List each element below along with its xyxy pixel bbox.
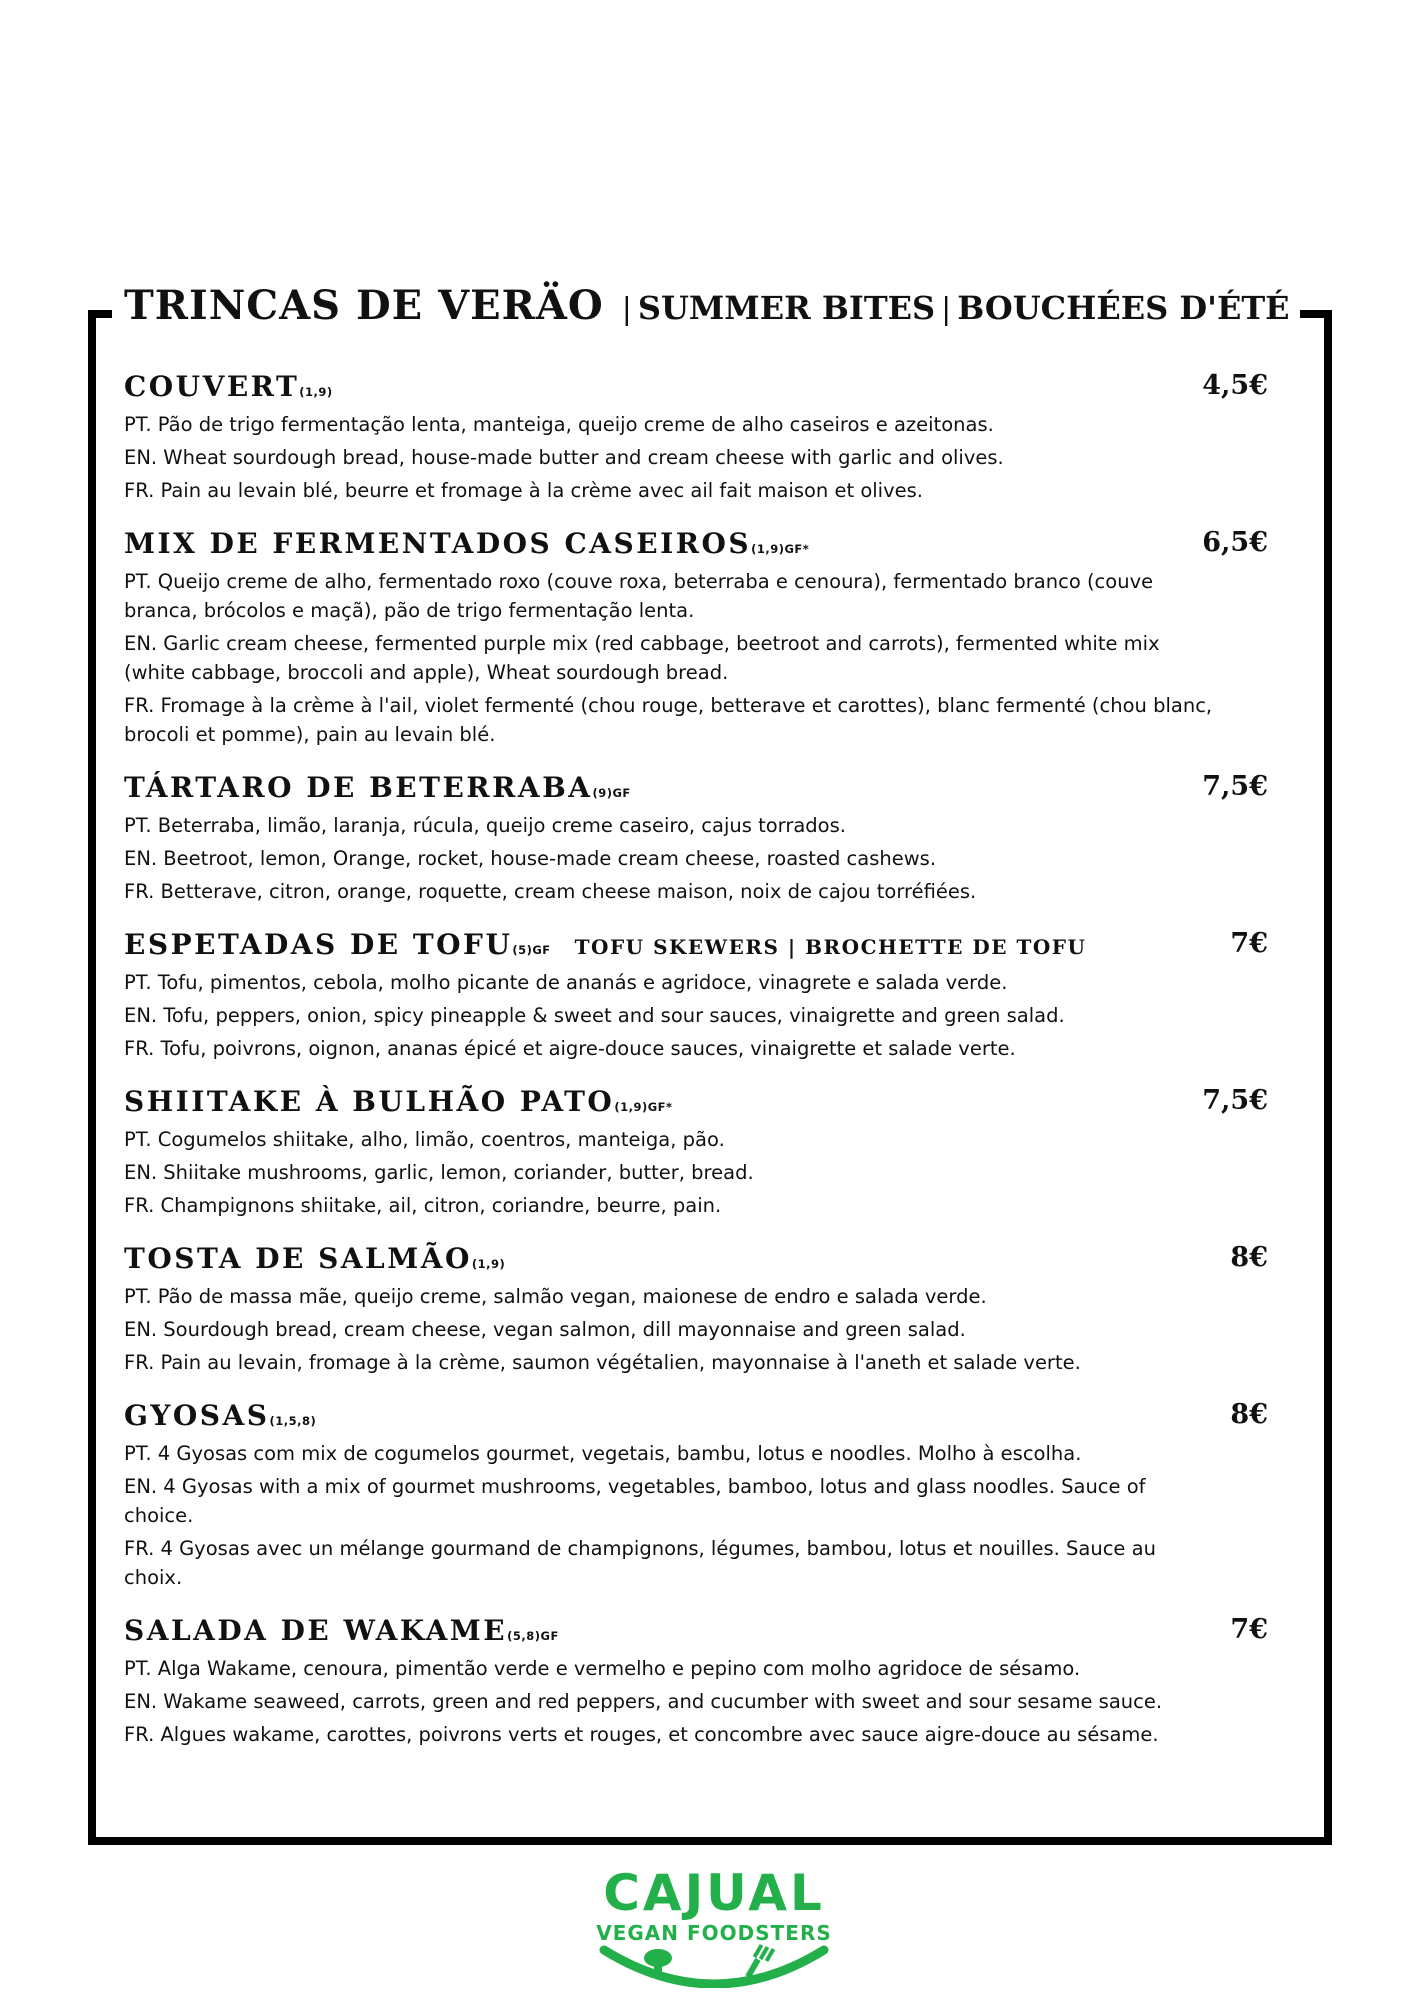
- menu-item: [124, 1085, 1314, 1220]
- menu-item-price: 7€: [1230, 1614, 1268, 1645]
- menu-item-header: [124, 1399, 1314, 1439]
- frame-corner-right: [1300, 310, 1324, 318]
- title-separator: |: [621, 292, 632, 327]
- menu-item-title: ESPETADAS DE TOFU: [124, 928, 513, 961]
- description-line: EN. Garlic cream cheese, fermented purple mix (red cabbage, beetroot and carrots), fermented white mix (white cabbage, broccoli and apple), Wheat sourdough bread.: [124, 632, 1160, 684]
- menu-item-descriptions: [124, 1125, 1314, 1220]
- allergen-tag: (9)GF: [592, 786, 631, 800]
- description-line: FR. Champignons shiitake, ail, citron, coriandre, beurre, pain.: [124, 1194, 722, 1217]
- menu-item: [124, 1614, 1314, 1749]
- menu-item-title: TOSTA DE SALMÃO: [124, 1242, 472, 1275]
- description-line: FR. 4 Gyosas avec un mélange gourmand de champignons, légumes, bambou, lotus et nouilles. Sauce au choix.: [124, 1537, 1156, 1589]
- menu-item-header: [124, 771, 1314, 811]
- title-main: TRINCAS DE VERÄO: [124, 282, 604, 329]
- menu-item-descriptions: [124, 1439, 1314, 1592]
- description-line: EN. 4 Gyosas with a mix of gourmet mushrooms, vegetables, bamboo, lotus and glass noodles. Sauce of choice.: [124, 1475, 1146, 1527]
- menu-item-title: SALADA DE WAKAME: [124, 1614, 508, 1647]
- description-line: EN. Shiitake mushrooms, garlic, lemon, coriander, butter, bread.: [124, 1161, 754, 1184]
- description-line: FR. Tofu, poivrons, oignon, ananas épicé et aigre-douce sauces, vinaigrette et salade verte.: [124, 1037, 1016, 1060]
- menu-item-descriptions: [124, 968, 1314, 1063]
- menu-item-header: [124, 928, 1314, 968]
- allergen-tag: (1,5,8): [269, 1414, 317, 1428]
- description-line: FR. Betterave, citron, orange, roquette, cream cheese maison, noix de cajou torréfiées.: [124, 880, 977, 903]
- menu-item-price: 8€: [1230, 1399, 1268, 1430]
- menu-item-name: [124, 928, 1086, 961]
- description-line: FR. Pain au levain blé, beurre et fromage à la crème avec ail fait maison et olives.: [124, 479, 923, 502]
- menu-item: [124, 771, 1314, 906]
- description-line: FR. Pain au levain, fromage à la crème, saumon végétalien, mayonnaise à l'aneth et salade verte.: [124, 1351, 1081, 1374]
- menu-item-price: 7€: [1230, 928, 1268, 959]
- menu-item-header: [124, 370, 1314, 410]
- menu-items: [124, 370, 1314, 1771]
- menu-item: [124, 1399, 1314, 1592]
- allergen-tag: (1,9)GF*: [751, 542, 810, 556]
- description-line: EN. Beetroot, lemon, Orange, rocket, house-made cream cheese, roasted cashews.: [124, 847, 937, 870]
- title-french: BOUCHÉES D'ÉTÉ: [957, 289, 1290, 327]
- menu-item-header: [124, 527, 1314, 567]
- title-separator: |: [941, 292, 952, 327]
- menu-title: [124, 282, 1290, 342]
- menu-item: [124, 527, 1314, 749]
- description-line: PT. Tofu, pimentos, cebola, molho picante de ananás e agridoce, vinagrete e salada verde.: [124, 971, 1008, 994]
- logo-word: CAJUAL: [603, 1864, 825, 1922]
- menu-item-title: MIX DE FERMENTADOS CASEIROS: [124, 527, 752, 560]
- allergen-tag: (5,8)GF: [507, 1629, 559, 1643]
- menu-item-header: [124, 1085, 1314, 1125]
- menu-item: [124, 370, 1314, 505]
- menu-item-title: COUVERT: [124, 370, 300, 403]
- logo-tagline: VEGAN FOODSTERS: [596, 1921, 832, 1945]
- menu-item-name: [124, 1242, 505, 1275]
- menu-item-name: [124, 1614, 559, 1647]
- description-line: PT. Cogumelos shiitake, alho, limão, coentros, manteiga, pão.: [124, 1128, 725, 1151]
- allergen-tag: (1,9)GF*: [614, 1100, 673, 1114]
- menu-item-price: 6,5€: [1202, 527, 1268, 558]
- menu-item-header: [124, 1614, 1314, 1654]
- menu-item-price: 8€: [1230, 1242, 1268, 1273]
- menu-item-name: [124, 771, 631, 804]
- menu-item-price: 4,5€: [1202, 370, 1268, 401]
- menu-item-name: [124, 1085, 673, 1118]
- allergen-tag: (1,9): [471, 1257, 506, 1271]
- logo-smile-arc: [604, 1950, 824, 1984]
- description-line: PT. Pão de trigo fermentação lenta, manteiga, queijo creme de alho caseiros e azeitonas.: [124, 413, 994, 436]
- menu-item-name: [124, 1399, 316, 1432]
- menu-item-descriptions: [124, 567, 1314, 749]
- menu-item-name: [124, 370, 333, 403]
- menu-item-descriptions: [124, 1282, 1314, 1377]
- description-line: EN. Sourdough bread, cream cheese, vegan salmon, dill mayonnaise and green salad.: [124, 1318, 966, 1341]
- menu-item-name: [124, 527, 809, 560]
- menu-item: [124, 928, 1314, 1063]
- menu-item-price: 7,5€: [1202, 1085, 1268, 1116]
- description-line: FR. Fromage à la crème à l'ail, violet fermenté (chou rouge, betterave et carottes), blanc fermenté (chou blanc, brocoli et pomme), pain au levain blé.: [124, 694, 1213, 746]
- description-line: PT. 4 Gyosas com mix de cogumelos gourmet, vegetais, bambu, lotus e noodles. Molho à escolha.: [124, 1442, 1082, 1465]
- menu-item-title: GYOSAS: [124, 1399, 270, 1432]
- allergen-tag: (5)GF: [512, 943, 551, 957]
- description-line: EN. Tofu, peppers, onion, spicy pineapple & sweet and sour sauces, vinaigrette and green salad.: [124, 1004, 1065, 1027]
- description-line: EN. Wheat sourdough bread, house-made butter and cream cheese with garlic and olives.: [124, 446, 1004, 469]
- menu-item-descriptions: [124, 1654, 1314, 1749]
- menu-item-descriptions: [124, 410, 1314, 505]
- menu-item-subtitle: TOFU SKEWERS | BROCHETTE DE TOFU: [574, 935, 1087, 959]
- cajual-logo: [588, 1858, 840, 1988]
- menu-item-title: SHIITAKE À BULHÃO PATO: [124, 1085, 615, 1118]
- menu-item-price: 7,5€: [1202, 771, 1268, 802]
- description-line: PT. Queijo creme de alho, fermentado roxo (couve roxa, beterraba e cenoura), fermentado branco (couve branca, brócolos e maçã), pão de trigo fermentação lenta.: [124, 570, 1154, 622]
- menu-item-descriptions: [124, 811, 1314, 906]
- description-line: PT. Alga Wakame, cenoura, pimentão verde e vermelho e pepino com molho agridoce de sésamo.: [124, 1657, 1081, 1680]
- menu-item-header: [124, 1242, 1314, 1282]
- description-line: PT. Beterraba, limão, laranja, rúcula, queijo creme caseiro, cajus torrados.: [124, 814, 846, 837]
- description-line: PT. Pão de massa mãe, queijo creme, salmão vegan, maionese de endro e salada verde.: [124, 1285, 987, 1308]
- description-line: EN. Wakame seaweed, carrots, green and red peppers, and cucumber with sweet and sour sesame sauce.: [124, 1690, 1163, 1713]
- title-english: SUMMER BITES: [637, 289, 936, 327]
- allergen-tag: (1,9): [299, 385, 333, 399]
- frame-corner-left: [88, 310, 112, 318]
- description-line: FR. Algues wakame, carottes, poivrons verts et rouges, et concombre avec sauce aigre-douce au sésame.: [124, 1723, 1159, 1746]
- menu-item-title: TÁRTARO DE BETERRABA: [124, 771, 593, 804]
- menu-item: [124, 1242, 1314, 1377]
